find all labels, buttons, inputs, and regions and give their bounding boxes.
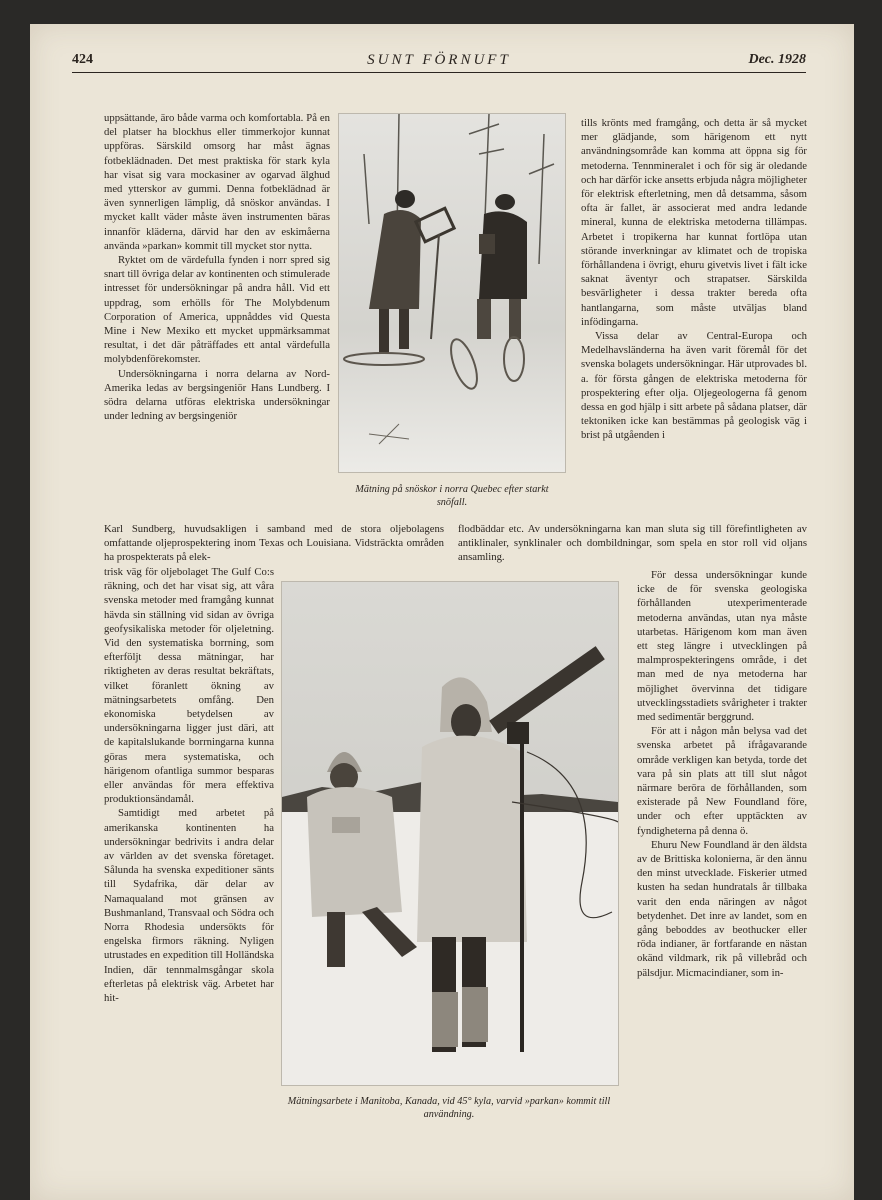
paragraph: Ryktet om de värdefulla fynden i norr spred sig snart till övriga delar av kontinenten och stimulerade intresset för undersökningar på andra håll. Vid ett uppdrag, som erhölls för The Molybdenum Corporation of America, uppnåddes vid Questa Mine i New Mexiko ett mycket uppmärksammat resultat, i det där påträffades ett antal värdefulla molybdenförekomster. bbox=[104, 254, 330, 366]
photo-snowshoe-survey bbox=[338, 113, 566, 473]
manitoba-survey-photo bbox=[282, 582, 618, 1085]
page-number: 424 bbox=[72, 52, 93, 67]
paragraph: Vissa delar av Central-Europa och Medelhavsländerna ha även varit föremål för det svenska bolagets undersökningar. Här utprovades bl. a. för första gången de elektriska metoderna för prospektering efter olja. Oljegeologerna få genom dessa en god hjälp i sitt arbete på sådana platser, där tektoniken icke kan bestämmas på geologisk väg i brist på utgåenden i bbox=[581, 330, 807, 442]
snowshoe-survey-photo bbox=[339, 114, 565, 472]
photo-manitoba-survey bbox=[281, 581, 619, 1086]
paragraph: trisk väg för oljebolaget The Gulf Co:s räkning, och det har visat sig, att våra svenska metoder med framgång kunnat hävda sin ställning vid sidan av övriga geofysikaliska metoder för oljeletning. Vid den systematiska borrning, som efterföljt dessa mätningar, har riktigheten av deras resultat bekräftats, vilket föranlett ökning av mätningsarbetets omfång. Den ekonomiska betydelsen av undersökningarna ligger just däri, att de kapitalslukande borrningarna kunna göras mera systematiska, och härigenom ofantliga summor besparas eller användas för mera effektiva produktionsändamål. bbox=[104, 566, 274, 806]
issue-date: Dec. 1928 bbox=[748, 52, 806, 67]
left-column-bottom bbox=[104, 565, 274, 1005]
right-column-top bbox=[581, 116, 807, 443]
spanning-text-right: flodbäddar etc. Av undersökningarna kan man sluta sig till förefintligheten av antiklinaler, synklinaler och dombildningar, som spela en stor roll vid oljans ansamling. bbox=[458, 523, 807, 564]
left-column-top bbox=[104, 111, 330, 423]
magazine-title: SUNT FÖRNUFT bbox=[367, 52, 511, 68]
photo1-caption: Mätning på snöskor i norra Quebec efter starkt snöfall. bbox=[355, 484, 549, 508]
paragraph: Undersökningarna i norra delarna av Nord-Amerika ledas av bergsingeniör Hans Lundberg. I södra delarna utföras elektriska undersökningar under ledning av bergsingeniör bbox=[104, 367, 330, 423]
paragraph: Ehuru New Foundland är den äldsta av de Brittiska kolonierna, är den ännu den minst utvecklade. Fiskerier utmed kusten ha sedan hundratals år tillbaka varit den enda näringen av något betydenhet. Det inre av landet, som en gång beboddes av beothucker eller röda indianer, är fortfarande en nästan okänd vildmark, rik på villebråd och pälsdjur. Micmacindianer, som in- bbox=[637, 838, 807, 979]
photo2-caption: Mätningsarbete i Manitoba, Kanada, vid 45° kyla, varvid »parkan» kommit till användning. bbox=[287, 1096, 611, 1120]
spanning-text-left: Karl Sundberg, huvudsakligen i samband med de stora oljebolagens omfattande oljeprospektering inom Texas och Louisiana. Vidsträckta områden ha prospekterats på elek- bbox=[104, 523, 444, 564]
page-header bbox=[72, 52, 806, 73]
paragraph: tills krönts med framgång, och detta är så mycket mer glädjande, som härigenom ett nytt användningsområde kan komma att öppna sig för metoderna. Tennmineralet i och för sig är oledande och har därför icke ansetts erbjuda några möjligheter för elektrisk efterletning, men då detsamma, såsom ofta är fallet, är associerat med andra ledande mineral, kunna de elektriska metoderna tillämpas. Arbetet i tropikerna har kunnat fortlöpa utan störande inverkningar av klimatet och de tropiska förhållandena i övrigt, ehuru givetvis livet i fält icke saknat äventyr och strapatser. Särskilda besvärligheter i dessa trakter bereda ofta hantlangarna, som måste utväljas bland infödingarna. bbox=[581, 117, 807, 328]
paragraph: Samtidigt med arbetet på amerikanska kontinenten ha undersökningar bedrivits i andra delar av världen av det svenska företaget. Sålunda ha svenska expeditioner sänts till Sydafrika, där delar av Namaqualand mot gränsen av Bushmanland, Transvaal och Södra och Norra Rhodesia undersökts för engelska firmors räkning. Nyligen utrustades en expedition till Holländska Indien, där tennmalmsgångar skola efterletas på elektrisk väg. Arbetet har hit- bbox=[104, 807, 274, 1005]
paragraph: För att i någon mån belysa vad det svenska arbetet på ifrågavarande område verkligen kan betyda, torde det vara på sin plats att till slut något närmare beröra de förhållanden, som existerade på New Foundland före, under och efter upptäckten av fyndigheterna på denna ö. bbox=[637, 725, 807, 837]
paragraph: För dessa undersökningar kunde icke de för svenska geologiska förhållanden utexperimenterade metoderna användas, utan nya måste utarbetas. Härigenom kom man även ett steg längre i utvecklingen på malmprospekteringens område, i det man med de nya metoderna har möjlighet övervinna det tidigare utvecklingsstadiets svårigheter i trakter med sedimentär berggrund. bbox=[637, 569, 807, 724]
paragraph: uppsättande, äro både varma och komfortabla. På en del platser ha blockhus eller timmerkojor kunnat uppföras. Särskild omsorg har måst ägnas fotbeklädnaden. Det mest praktiska för stark kyla har visat sig vara mockasiner av ogarvad älghud med ytterskor av gummi. Denna fotbeklädnad är även synnerligen lämplig, då snöskor användas. I mycket kallt väder måste även instrumenten bäras innanför kläderna, därvid har den av eskimåerna använda »parkan» kommit till mycket stor nytta. bbox=[104, 112, 330, 252]
right-column-bottom bbox=[637, 568, 807, 980]
